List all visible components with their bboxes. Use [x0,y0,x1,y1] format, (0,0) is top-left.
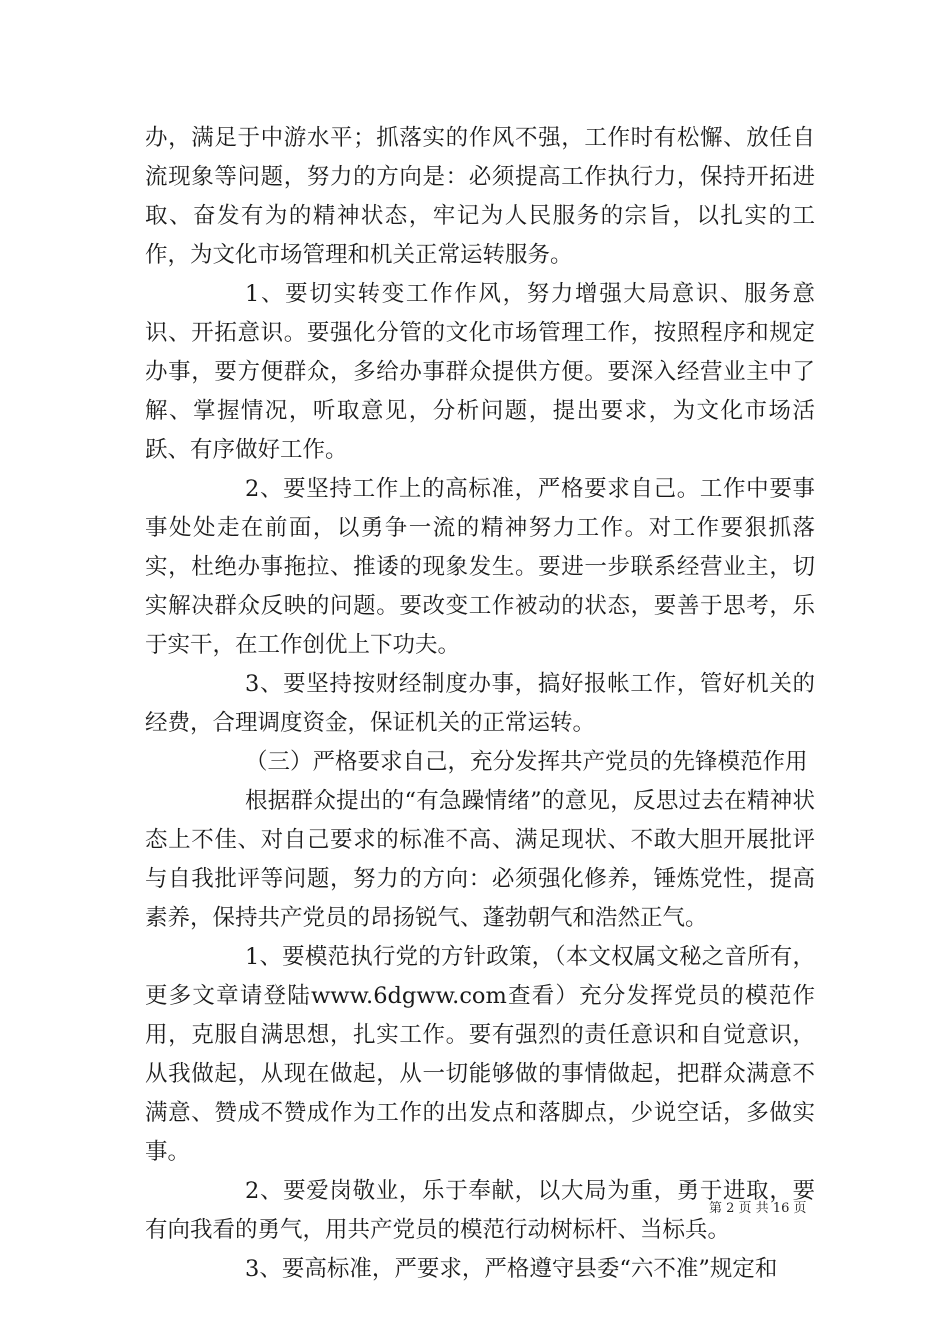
document-body [145,119,815,1289]
paragraph-item-1: 1、要切实转变工作作风，努力增强大局意识、服务意识、开拓意识。要强化分管的文化市场管理工作，按照程序和规定办事，要方便群众，多给办事群众提供方便。要深入经营业主中了解、掌握情况，听取意见，分析问题，提出要求，为文化市场活跃、有序做好工作。 [145,281,815,463]
section-heading: （三）严格要求自己，充分发挥共产党员的先锋模范作用 [245,749,808,775]
paragraph-continuation: 办，满足于中游水平；抓落实的作风不强，工作时有松懈、放任自流现象等问题，努力的方向是：必须提高工作执行力，保持开拓进取、奋发有为的精神状态，牢记为人民服务的宗旨，以扎实的工作，为文化市场管理和机关正常运转服务。 [145,125,815,268]
paragraph-section-item-2: 2、要爱岗敬业，乐于奉献，以大局为重，勇于进取，要有向我看的勇气，用共产党员的模范行动树标杆、当标兵。 [145,1178,815,1243]
paragraph-section-intro: 根据群众提出的“有急躁情绪”的意见，反思过去在精神状态上不佳、对自己要求的标准不高、满足现状、不敢大胆开展批评与自我批评等问题，努力的方向：必须强化修养，锤炼党性，提高素养，保持共产党员的昂扬锐气、蓬勃朝气和浩然正气。 [145,788,815,931]
paragraph-item-2: 2、要坚持工作上的高标准，严格要求自己。工作中要事事处处走在前面，以勇争一流的精神努力工作。对工作要狠抓落实，杜绝办事拖拉、推诿的现象发生。要进一步联系经营业主，切实解决群众反映的问题。要改变工作被动的状态，要善于思考，乐于实干，在工作创优上下功夫。 [145,476,815,658]
page-number-footer: 第 2 页 共 16 页 [709,1201,807,1216]
paragraph-item-3: 3、要坚持按财经制度办事，搞好报帐工作，管好机关的经费，合理调度资金，保证机关的正常运转。 [145,671,815,736]
paragraph-section-item-3: 3、要高标准，严要求，严格遵守县委“六不准”规定和 [245,1256,778,1282]
paragraph-section-item-1: 1、要模范执行党的方针政策，（本文权属文秘之音所有，更多文章请登陆www.6dgww.com查看）充分发挥党员的模范作用，克服自满思想，扎实工作。要有强烈的责任意识和自觉意识，从我做起，从现在做起，从一切能够做的事情做起，把群众满意不满意、赞成不赞成作为工作的出发点和落脚点，少说空话，多做实事。 [145,944,815,1165]
